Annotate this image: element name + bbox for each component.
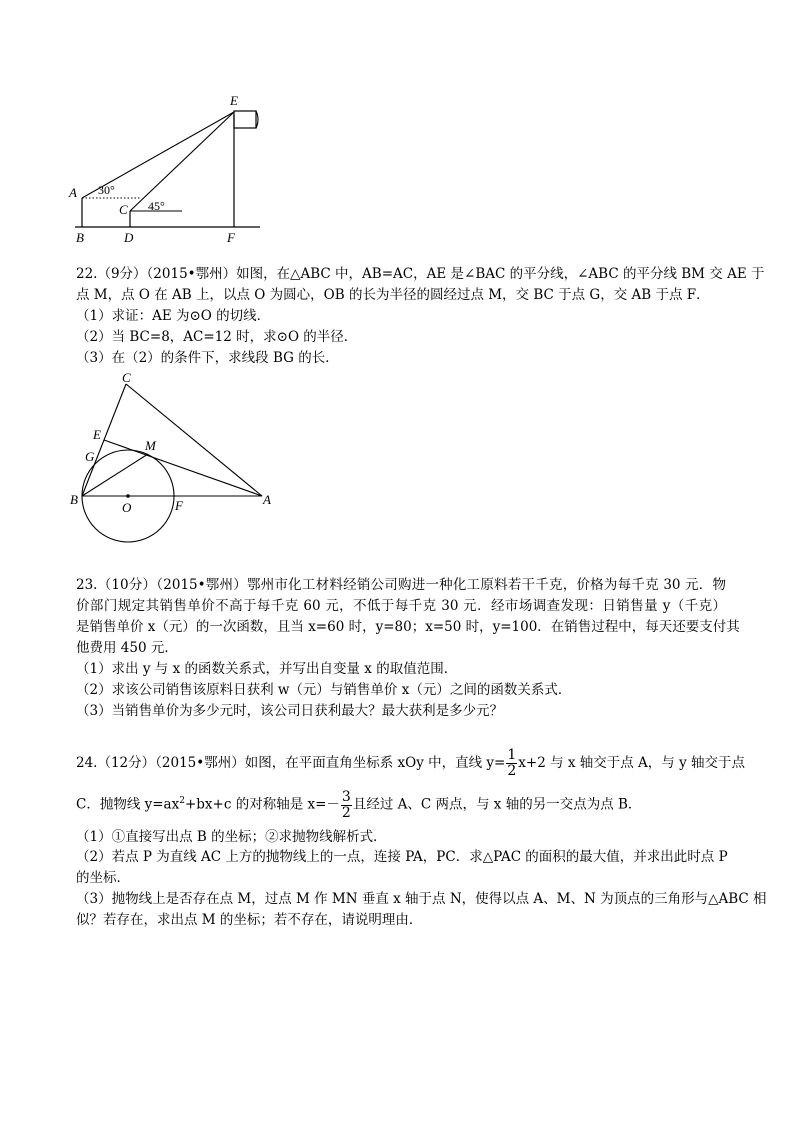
q24-stem-line1 [76,747,746,779]
q23-sub2: （2）求该公司销售该原料日获利 w（元）与销售单价 x（元）之间的函数关系式． [76,682,572,698]
figure-triangle-circle [66,370,286,570]
q23-stem-line1: 23.（10分）（2015•鄂州）鄂州市化工材料经销公司购进一种化工原料若干千克，价格为每千克 30 元．物 [76,577,726,593]
frac-numerator: 3 [341,788,351,805]
q24-line2-text-b: +bx+c 的对称轴是 x=－ [184,796,340,813]
q24-sub3-line1: （3）抛物线上是否存在点 M，过点 M 作 MN 垂直 x 轴于点 N，使得以点 A、M、N 为顶点的三角形与△ABC 相 [76,891,767,907]
q24-fraction-three-halves [341,790,352,821]
elevation-diagram [60,90,280,250]
label-b: B [76,230,84,245]
label-a: A [69,185,77,200]
q24-sub2 [76,847,726,889]
q24-line2-text-c: 且经过 A、C 两点，与 x 轴的另一交点为点 B． [352,796,642,813]
q22-stem-line2: 点 M，点 O 在 AB 上，以点 O 为圆心，OB 的长为半径的圆经过点 M，交 BC 于点 G，交 AB 于点 F． [76,287,710,303]
frac-denominator: 2 [341,804,351,821]
label-m: M [145,438,156,453]
triangle-circle-diagram [66,370,286,570]
q23-stem-line2: 价部门规定其销售单价不高于每千克 60 元，不低于每千克 30 元．经市场调查发现：日销售量 y（千克） [76,598,726,614]
q24-sub2-line1: （2）若点 P 为直线 AC 上方的抛物线上的一点，连接 PA，PC．求△PAC 的面积的最大值，并求出此时点 P [76,849,728,865]
q24-line1-text-a: 24.（12分）（2015•鄂州）如图，在平面直角坐标系 xOy 中，直线 y= [76,755,506,771]
q24-line1-text-b: x+2 与 x 轴交于点 A，与 y 轴交于点 [518,755,746,771]
angle-30-label: 30° [98,183,115,197]
q24-sub1: （1）①直接写出点 B 的坐标；②求抛物线解析式． [76,829,387,845]
q22-sub3: （3）在（2）的条件下，求线段 BG 的长． [76,350,339,366]
label-e: E [230,93,238,108]
q23-stem-line4: 他费用 450 元． [76,640,178,656]
label-a: A [263,492,271,507]
center-o-dot [126,494,130,498]
label-o: O [122,500,132,515]
label-d: D [124,230,134,245]
frac-numerator: 1 [507,747,517,763]
q24-stem-line2 [76,786,726,821]
q24-line2-text-a: C．抛物线 y=ax [76,796,180,813]
q23-stem-line3: 是销售单价 x（元）的一次函数，且当 x=60 时，y=80；x=50 时，y=100．在销售过程中，每天还要支付其 [76,619,740,635]
label-e: E [93,427,101,442]
label-f: F [175,498,183,513]
label-g: G [85,449,95,464]
label-c: C [119,202,128,217]
q24-exponent: 2 [179,796,185,806]
q22-sub1: （1）求证：AE 为⊙O 的切线． [76,308,271,324]
building-top [234,111,256,128]
q22-stem-line1: 22.（9分）（2015•鄂州）如图，在△ABC 中，AB=AC，AE 是∠BAC 的平分线，∠ABC 的平分线 BM 交 AE 于 [76,266,765,282]
angle-45-label: 45° [148,199,165,213]
frac-denominator: 2 [507,763,517,779]
q24-sub3 [76,889,767,931]
figure-elevation [60,90,280,250]
q24-sub2-line2: 的坐标． [76,870,130,886]
q23-stem [76,575,740,659]
q24-sub3-line2: 似？若存在，求出点 M 的坐标；若不存在，请说明理由． [76,912,423,928]
q23-sub1: （1）求出 y 与 x 的函数关系式，并写出自变量 x 的取值范围． [76,661,458,677]
q24-fraction-half [506,748,517,779]
label-b: B [70,492,78,507]
q22-sub2: （2）当 BC=8，AC=12 时，求⊙O 的半径． [76,329,358,345]
segment-ea [104,440,262,496]
label-c: C [122,370,131,385]
q23-sub3: （3）当销售单价为多少元时，该公司日获利最大？最大获利是多少元？ [76,703,504,719]
label-f: F [227,230,235,245]
